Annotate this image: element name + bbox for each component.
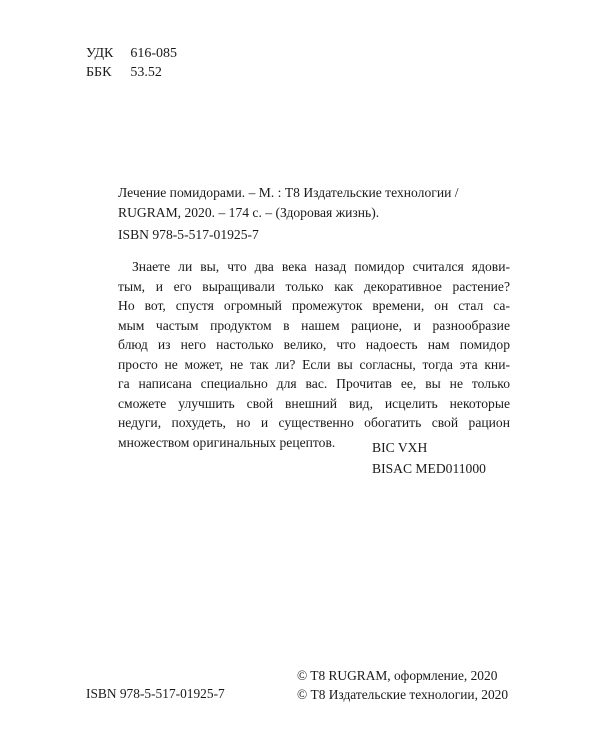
subject-codes bbox=[372, 437, 486, 479]
bbk-label: ББК bbox=[86, 65, 112, 80]
copyright-notices bbox=[297, 667, 508, 704]
annotation-line: Знаете ли вы, что два века назад помидор считался ядови- bbox=[132, 259, 510, 274]
bibliographic-line: Лечение помидорами. – М. : Т8 Издательские технологии / bbox=[118, 185, 459, 200]
classification-block bbox=[86, 44, 177, 82]
bibliographic-description bbox=[118, 183, 510, 222]
annotation-line: недуги, похудеть, но и существенно обогатить свой рацион bbox=[118, 415, 510, 430]
annotation-line: тым, и его выращивали только как декоративное растение? bbox=[118, 278, 510, 294]
bisac-code: BISAC MED011000 bbox=[372, 461, 486, 476]
annotation-line: мым частым продуктом в нашем рационе, и разнообразие bbox=[118, 317, 510, 333]
udk-value: 616-085 bbox=[130, 46, 178, 61]
udk-label: УДК bbox=[86, 46, 114, 61]
annotation-line: Но вот, спустя огромный промежуток времени, он стал са- bbox=[118, 298, 510, 313]
annotation-line: множеством оригинальных рецептов. bbox=[118, 434, 336, 450]
udk-row bbox=[86, 44, 177, 63]
annotation-line: блюд из него настолько велико, что надоесть нам помидор bbox=[118, 337, 510, 352]
bibliographic-line: RUGRAM, 2020. – 174 с. – (Здоровая жизнь). bbox=[118, 204, 380, 220]
isbn-bottom: ISBN 978-5-517-01925-7 bbox=[86, 686, 225, 701]
copyright-line: © T8 RUGRAM, оформление, 2020 bbox=[297, 668, 498, 683]
annotation bbox=[118, 257, 510, 452]
annotation-line: просто не может, не так ли? Если вы согласны, тогда эта кни- bbox=[118, 356, 510, 372]
annotation-line: сможете улучшить свой внешний вид, исцелить некоторые bbox=[118, 395, 510, 411]
bbk-value: 53.52 bbox=[130, 65, 162, 80]
bic-code: BIC VXH bbox=[372, 440, 428, 455]
copyright-line: © Т8 Издательские технологии, 2020 bbox=[297, 686, 509, 702]
isbn-top: ISBN 978-5-517-01925-7 bbox=[118, 227, 259, 242]
annotation-line: га написана специально для вас. Прочитав ее, вы не только bbox=[118, 376, 510, 391]
bbk-row bbox=[86, 63, 177, 82]
